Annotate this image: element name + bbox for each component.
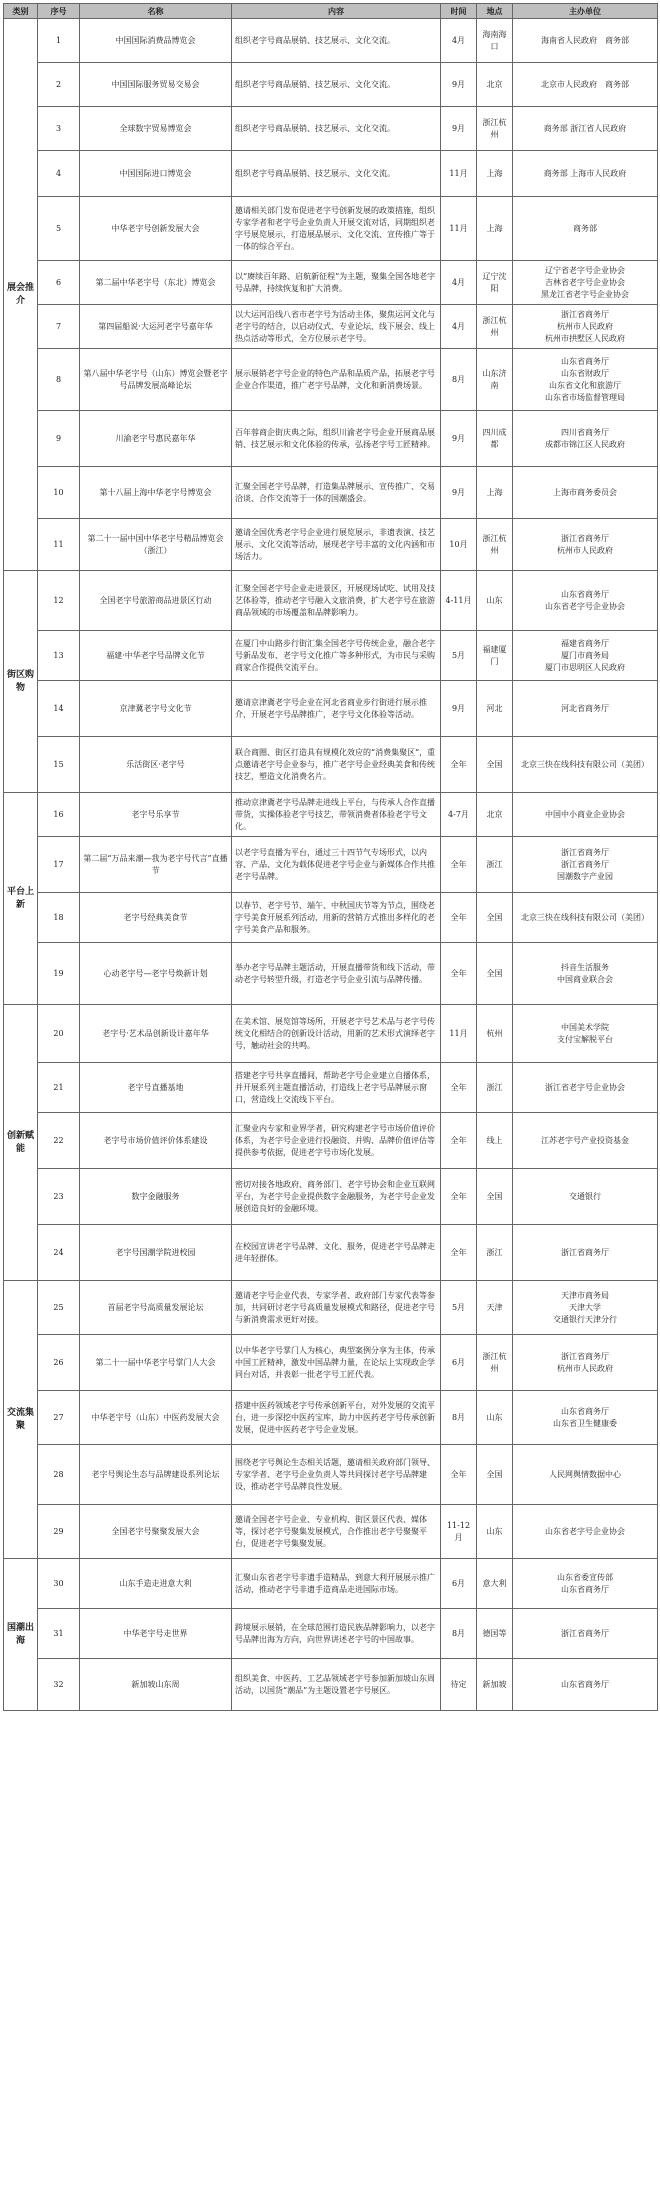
- event-time: 4-7月: [441, 793, 477, 837]
- table-row: [4, 1659, 658, 1711]
- event-name: 中华老字号走世界: [80, 1609, 232, 1659]
- event-name: 首届老字号高质量发展论坛: [80, 1281, 232, 1335]
- table-row: [4, 411, 658, 467]
- event-time: 4-11月: [441, 571, 477, 631]
- row-number: 22: [38, 1113, 80, 1169]
- table-header-row: [4, 4, 658, 19]
- event-place: 浙江杭州: [477, 107, 513, 151]
- event-place: 浙江杭州: [477, 519, 513, 571]
- table-row: [4, 631, 658, 681]
- event-name: 老字号经典美食节: [80, 893, 232, 943]
- table-row: [4, 107, 658, 151]
- header-time: 时间: [441, 4, 477, 19]
- event-organizer: 海南省人民政府 商务部: [513, 19, 658, 63]
- event-name: 老字号·艺术品创新设计嘉年华: [80, 1005, 232, 1063]
- event-time: 8月: [441, 349, 477, 411]
- event-place: 线上: [477, 1113, 513, 1169]
- event-name: 中国国际进口博览会: [80, 151, 232, 197]
- table-row: [4, 943, 658, 1005]
- table-row: [4, 19, 658, 63]
- event-content: 邀请老字号企业代表、专家学者、政府部门专家代表等参加，共同研讨老字号高质量发展模式和路径，促进老字号与新消费需求更好对接。: [232, 1281, 441, 1335]
- header-content: 内容: [232, 4, 441, 19]
- event-content: 邀请全国优秀老字号企业进行展览展示，非遗表演、技艺展示、文化交流等活动，展现老字号丰富的文化内涵和市场活力。: [232, 519, 441, 571]
- event-organizer: 商务部 上海市人民政府: [513, 151, 658, 197]
- event-content: 邀请相关部门发布促进老字号创新发展的政策措施，组织专家学者和老字号企业负责人开展交流对话，同期组织老字号展览展示，打造展品展示、文化交流、宣传推广等于一体的综合平台。: [232, 197, 441, 261]
- table-row: [4, 571, 658, 631]
- event-name: 乐活街区·老字号: [80, 737, 232, 793]
- event-place: 全国: [477, 943, 513, 1005]
- event-content: 举办老字号品牌主题活动，开展直播带货和线下活动，带动老字号转型升级，打造老字号企业引流与品牌传播。: [232, 943, 441, 1005]
- event-time: 全年: [441, 943, 477, 1005]
- event-time: 9月: [441, 63, 477, 107]
- category-cell: 展会推介: [4, 19, 38, 571]
- event-time: 11月: [441, 197, 477, 261]
- event-content: 围绕老字号舆论生态相关话题，邀请相关政府部门领导、专家学者、老字号企业负责人等共同探讨老字号品牌建设，推动老字号品牌良性发展。: [232, 1445, 441, 1505]
- row-number: 27: [38, 1391, 80, 1445]
- row-number: 12: [38, 571, 80, 631]
- row-number: 6: [38, 261, 80, 305]
- event-content: 以老字号直播为平台，通过三十四节气专场形式，以内容、产品、文化为载体促进老字号企业与新媒体合作共推老字号品牌。: [232, 837, 441, 893]
- table-body: [4, 19, 658, 1711]
- event-organizer: 福建省商务厅 厦门市商务局 厦门市思明区人民政府: [513, 631, 658, 681]
- event-time: 11月: [441, 1005, 477, 1063]
- event-name: 第二届中华老字号（东北）博览会: [80, 261, 232, 305]
- table-row: [4, 1391, 658, 1445]
- event-place: 海南海口: [477, 19, 513, 63]
- header-name: 名称: [80, 4, 232, 19]
- event-organizer: 辽宁省老字号企业协会 吉林省老字号企业协会 黑龙江省老字号企业协会: [513, 261, 658, 305]
- event-organizer: 北京三快在线科技有限公司（美团）: [513, 893, 658, 943]
- event-name: 中华老字号（山东）中医药发展大会: [80, 1391, 232, 1445]
- event-name: 老字号乐享节: [80, 793, 232, 837]
- event-name: 第二十一届中华老字号掌门人大会: [80, 1335, 232, 1391]
- event-content: 邀请全国老字号企业、专业机构、街区景区代表、媒体等，探讨老字号聚集发展模式，合作推出老字号聚聚平台，促进老字号集聚发展。: [232, 1505, 441, 1559]
- event-time: 待定: [441, 1659, 477, 1711]
- row-number: 1: [38, 19, 80, 63]
- event-organizer: 商务部 浙江省人民政府: [513, 107, 658, 151]
- event-time: 9月: [441, 467, 477, 519]
- event-content: 组织老字号商品展销、技艺展示、文化交流。: [232, 107, 441, 151]
- event-place: 全国: [477, 893, 513, 943]
- event-time: 8月: [441, 1609, 477, 1659]
- event-place: 福建厦门: [477, 631, 513, 681]
- table-row: [4, 1505, 658, 1559]
- table-row: [4, 197, 658, 261]
- event-place: 天津: [477, 1281, 513, 1335]
- event-organizer: 山东省商务厅 山东省老字号企业协会: [513, 571, 658, 631]
- event-content: 推动京津冀老字号品牌走进线上平台，与传承人合作直播带货，实操体验老字号技艺，带领消费者体验老字号文化。: [232, 793, 441, 837]
- table-row: [4, 1609, 658, 1659]
- event-time: 全年: [441, 1113, 477, 1169]
- event-organizer: 中国美术学院 支付宝解脱平台: [513, 1005, 658, 1063]
- event-name: 全国老字号旅游商品进景区行动: [80, 571, 232, 631]
- event-organizer: 商务部: [513, 197, 658, 261]
- event-time: 4月: [441, 261, 477, 305]
- event-place: 上海: [477, 151, 513, 197]
- event-place: 山东: [477, 1505, 513, 1559]
- row-number: 19: [38, 943, 80, 1005]
- header-no: 序号: [38, 4, 80, 19]
- event-organizer: 河北省商务厅: [513, 681, 658, 737]
- event-organizer: 四川省商务厅 成都市锦江区人民政府: [513, 411, 658, 467]
- row-number: 17: [38, 837, 80, 893]
- event-time: 6月: [441, 1559, 477, 1609]
- event-organizer: 中国中小商业企业协会: [513, 793, 658, 837]
- row-number: 2: [38, 63, 80, 107]
- table-row: [4, 151, 658, 197]
- event-name: 老字号市场价值评价体系建设: [80, 1113, 232, 1169]
- event-name: 全球数字贸易博览会: [80, 107, 232, 151]
- row-number: 18: [38, 893, 80, 943]
- event-time: 11月: [441, 151, 477, 197]
- event-content: 组织老字号商品展销、技艺展示、文化交流。: [232, 151, 441, 197]
- category-cell: 交流集聚: [4, 1281, 38, 1559]
- event-name: 老字号直播基地: [80, 1063, 232, 1113]
- event-content: 汇聚全国老字号企业走进景区，开展现场试吃、试用及技艺体验等，推动老字号融入文旅消费，扩大老字号在旅游商品领域的市场覆盖和品牌影响力。: [232, 571, 441, 631]
- event-name: 京津冀老字号文化节: [80, 681, 232, 737]
- row-number: 13: [38, 631, 80, 681]
- event-organizer: 浙江省老字号企业协会: [513, 1063, 658, 1113]
- event-content: 百年蓉商企街庆典之际，组织川渝老字号企业开展商品展销、技艺展示和文化体验的传承，弘扬老字号工匠精神。: [232, 411, 441, 467]
- event-place: 新加坡: [477, 1659, 513, 1711]
- row-number: 7: [38, 305, 80, 349]
- event-organizer: 人民网舆情数据中心: [513, 1445, 658, 1505]
- event-name: 新加坡山东周: [80, 1659, 232, 1711]
- event-name: 老字号国潮学院进校园: [80, 1225, 232, 1281]
- table-row: [4, 1225, 658, 1281]
- event-time: 全年: [441, 1063, 477, 1113]
- event-time: 10月: [441, 519, 477, 571]
- table-row: [4, 305, 658, 349]
- event-name: 老字号舆论生态与品牌建设系列论坛: [80, 1445, 232, 1505]
- event-name: 第二十一届中国中华老字号精品博览会（浙江）: [80, 519, 232, 571]
- category-cell: 街区购物: [4, 571, 38, 793]
- event-place: 河北: [477, 681, 513, 737]
- event-organizer: 天津市商务局 天津大学 交通银行天津分行: [513, 1281, 658, 1335]
- event-organizer: 浙江省商务厅: [513, 1225, 658, 1281]
- table-row: [4, 1113, 658, 1169]
- row-number: 21: [38, 1063, 80, 1113]
- header-org: 主办单位: [513, 4, 658, 19]
- row-number: 30: [38, 1559, 80, 1609]
- event-content: 邀请京津冀老字号企业在河北省商业步行街进行展示推介，开展老字号品牌推广，老字号文化体验等活动。: [232, 681, 441, 737]
- row-number: 14: [38, 681, 80, 737]
- category-cell: 平台上新: [4, 793, 38, 1005]
- category-cell: 国潮出海: [4, 1559, 38, 1711]
- event-content: 组织老字号商品展销、技艺展示、文化交流。: [232, 19, 441, 63]
- event-content: 以中华老字号掌门人为核心，典型案例分享为主体，传承中国工匠精神，激发中国品牌力量，在论坛上实现政企学同台对话，并表彰一批老字号工匠代表。: [232, 1335, 441, 1391]
- table-row: [4, 1063, 658, 1113]
- event-place: 浙江: [477, 1063, 513, 1113]
- event-time: 全年: [441, 737, 477, 793]
- event-organizer: 江苏老字号产业投资基金: [513, 1113, 658, 1169]
- row-number: 26: [38, 1335, 80, 1391]
- row-number: 16: [38, 793, 80, 837]
- table-row: [4, 1335, 658, 1391]
- event-time: 4月: [441, 19, 477, 63]
- row-number: 8: [38, 349, 80, 411]
- event-time: 4月: [441, 305, 477, 349]
- event-place: 意大利: [477, 1559, 513, 1609]
- table-row: [4, 1445, 658, 1505]
- event-organizer: 浙江省商务厅 杭州市人民政府 杭州市拱墅区人民政府: [513, 305, 658, 349]
- event-name: 心动老字号—老字号焕新计划: [80, 943, 232, 1005]
- event-content: 搭建中医药领域老字号传承创新平台，对外发展的交流平台，进一步深挖中医药宝库，助力中医药老字号传承创新发展，促进中医药老字号企业发展。: [232, 1391, 441, 1445]
- event-content: 跨境展示展销，在全球范围打造民族品牌影响力，以老字号品牌出海为方向，向世界讲述老字号的中国故事。: [232, 1609, 441, 1659]
- category-cell: 创新赋能: [4, 1005, 38, 1281]
- event-content: 组织老字号商品展销、技艺展示、文化交流。: [232, 63, 441, 107]
- event-time: 5月: [441, 1281, 477, 1335]
- table-row: [4, 349, 658, 411]
- table-row: [4, 1005, 658, 1063]
- header-place: 地点: [477, 4, 513, 19]
- row-number: 24: [38, 1225, 80, 1281]
- event-time: 8月: [441, 1391, 477, 1445]
- table-row: [4, 681, 658, 737]
- row-number: 9: [38, 411, 80, 467]
- row-number: 3: [38, 107, 80, 151]
- table-row: [4, 1281, 658, 1335]
- event-time: 11-12月: [441, 1505, 477, 1559]
- row-number: 23: [38, 1169, 80, 1225]
- event-place: 德国等: [477, 1609, 513, 1659]
- event-place: 山东济南: [477, 349, 513, 411]
- table-row: [4, 467, 658, 519]
- event-content: 以大运河沿线八省市老字号为活动主体，聚焦运河文化与老字号的结合，以启动仪式、专业论坛、线下展会、线上热点活动等形式，全方位展示老字号。: [232, 305, 441, 349]
- row-number: 15: [38, 737, 80, 793]
- event-organizer: 浙江省商务厅 浙江省商务厅 国潮数字产业园: [513, 837, 658, 893]
- event-place: 四川成都: [477, 411, 513, 467]
- event-time: 全年: [441, 1225, 477, 1281]
- row-number: 32: [38, 1659, 80, 1711]
- event-name: 中华老字号创新发展大会: [80, 197, 232, 261]
- event-organizer: 浙江省商务厅 杭州市人民政府: [513, 1335, 658, 1391]
- event-time: 全年: [441, 893, 477, 943]
- event-name: 第八届中华老字号（山东）博览会暨老字号品牌发展高峰论坛: [80, 349, 232, 411]
- event-name: 第十八届上海中华老字号博览会: [80, 467, 232, 519]
- table-row: [4, 1169, 658, 1225]
- event-content: 以“赓续百年路、启航新征程”为主题，聚集全国各地老字号品牌，持续恢复和扩大消费。: [232, 261, 441, 305]
- table-row: [4, 519, 658, 571]
- event-place: 全国: [477, 1169, 513, 1225]
- event-organizer: 交通银行: [513, 1169, 658, 1225]
- event-organizer: 浙江省商务厅 杭州市人民政府: [513, 519, 658, 571]
- event-time: 6月: [441, 1335, 477, 1391]
- event-place: 浙江: [477, 837, 513, 893]
- row-number: 31: [38, 1609, 80, 1659]
- table-row: [4, 63, 658, 107]
- event-place: 北京: [477, 793, 513, 837]
- event-name: 山东手造走进意大利: [80, 1559, 232, 1609]
- event-organizer: 山东省商务厅 山东省财政厅 山东省文化和旅游厅 山东省市场监督管理局: [513, 349, 658, 411]
- event-organizer: 抖音生活服务 中国商业联合会: [513, 943, 658, 1005]
- row-number: 28: [38, 1445, 80, 1505]
- event-name: 数字金融服务: [80, 1169, 232, 1225]
- event-place: 浙江: [477, 1225, 513, 1281]
- event-place: 浙江杭州: [477, 305, 513, 349]
- event-place: 山东: [477, 1391, 513, 1445]
- event-place: 上海: [477, 197, 513, 261]
- event-organizer: 山东省委宣传部 山东省商务厅: [513, 1559, 658, 1609]
- event-content: 搭建老字号共享直播间，帮助老字号企业建立自播体系，并开展系列主题直播活动，打造线上老字号品牌展示窗口，营造线上交流线下平台。: [232, 1063, 441, 1113]
- row-number: 20: [38, 1005, 80, 1063]
- event-content: 组织美食、中医药、工艺品领域老字号参加新加坡山东周活动，以国货“潮品”为主题设置老字号展区。: [232, 1659, 441, 1711]
- event-place: 辽宁沈阳: [477, 261, 513, 305]
- event-place: 浙江杭州: [477, 1335, 513, 1391]
- table-row: [4, 837, 658, 893]
- event-content: 在厦门中山路步行街汇集全国老字号传统企业，融合老字号新品发布、老字号文化推广等多种形式，为市民与采购商家合作提供交流平台。: [232, 631, 441, 681]
- event-time: 5月: [441, 631, 477, 681]
- event-time: 全年: [441, 1445, 477, 1505]
- event-name: 第二届“万品来潮—我为老字号代言”直播节: [80, 837, 232, 893]
- event-place: 杭州: [477, 1005, 513, 1063]
- event-time: 9月: [441, 411, 477, 467]
- header-category: 类别: [4, 4, 38, 19]
- event-organizer: 山东省商务厅: [513, 1659, 658, 1711]
- table-row: [4, 893, 658, 943]
- event-organizer: 北京三快在线科技有限公司（美团）: [513, 737, 658, 793]
- event-name: 第四届船说·大运河老字号嘉年华: [80, 305, 232, 349]
- events-table: [3, 3, 658, 1711]
- event-content: 联合商圈、街区打造具有规模化效应的“消费集聚区”，重点邀请老字号企业参与，推广老字号企业经典美食和传统技艺，塑造文化消费名片。: [232, 737, 441, 793]
- event-place: 山东: [477, 571, 513, 631]
- event-name: 全国老字号聚聚发展大会: [80, 1505, 232, 1559]
- event-place: 全国: [477, 737, 513, 793]
- event-organizer: 山东省老字号企业协会: [513, 1505, 658, 1559]
- row-number: 10: [38, 467, 80, 519]
- event-name: 中国国际消费品博览会: [80, 19, 232, 63]
- row-number: 4: [38, 151, 80, 197]
- table-row: [4, 793, 658, 837]
- event-content: 在美术馆、展览馆等场所，开展老字号艺术品与老字号传统文化相结合的创新设计活动，用新的艺术形式演绎老字号，触动社会的共鸣。: [232, 1005, 441, 1063]
- event-content: 以春节、老字号节、端午、中秋国庆节等为节点，围绕老字号美食开展系列活动，用新的营销方式推出多样化的老字号美食产品和服务。: [232, 893, 441, 943]
- event-content: 密切对接各地政府、商务部门、老字号协会和企业互联网平台，为老字号企业提供数字金融服务，为老字号企业发展创造良好的金融环境。: [232, 1169, 441, 1225]
- event-content: 汇聚业内专家和业界学者，研究构建老字号市场价值评价体系，为老字号企业进行投融资、并购、品牌价值评估等提供参考依据，促进老字号市场化发展。: [232, 1113, 441, 1169]
- row-number: 11: [38, 519, 80, 571]
- event-name: 川渝老字号惠民嘉年华: [80, 411, 232, 467]
- table-row: [4, 737, 658, 793]
- event-time: 全年: [441, 837, 477, 893]
- event-content: 在校园宣讲老字号品牌、文化、服务，促进老字号品牌走进年轻群体。: [232, 1225, 441, 1281]
- event-place: 上海: [477, 467, 513, 519]
- event-organizer: 上海市商务委员会: [513, 467, 658, 519]
- event-content: 汇聚全国老字号品牌，打造集品牌展示、宣传推广、交易洽谈、合作交流等于一体的国潮盛会。: [232, 467, 441, 519]
- event-name: 福建·中华老字号品牌文化节: [80, 631, 232, 681]
- event-organizer: 北京市人民政府 商务部: [513, 63, 658, 107]
- table-row: [4, 261, 658, 305]
- event-organizer: 山东省商务厅 山东省卫生健康委: [513, 1391, 658, 1445]
- event-place: 全国: [477, 1445, 513, 1505]
- row-number: 5: [38, 197, 80, 261]
- row-number: 25: [38, 1281, 80, 1335]
- row-number: 29: [38, 1505, 80, 1559]
- event-content: 展示展销老字号企业的特色产品和品质产品，拓展老字号企业合作渠道，推广老字号品牌，文化和新消费场景。: [232, 349, 441, 411]
- event-organizer: 浙江省商务厅: [513, 1609, 658, 1659]
- event-place: 北京: [477, 63, 513, 107]
- table-row: [4, 1559, 658, 1609]
- event-time: 9月: [441, 681, 477, 737]
- event-time: 9月: [441, 107, 477, 151]
- event-name: 中国国际服务贸易交易会: [80, 63, 232, 107]
- event-content: 汇聚山东省老字号非遗手造精品，到意大利开展展示推广活动，推动老字号非遗手造商品走进国际市场。: [232, 1559, 441, 1609]
- event-time: 全年: [441, 1169, 477, 1225]
